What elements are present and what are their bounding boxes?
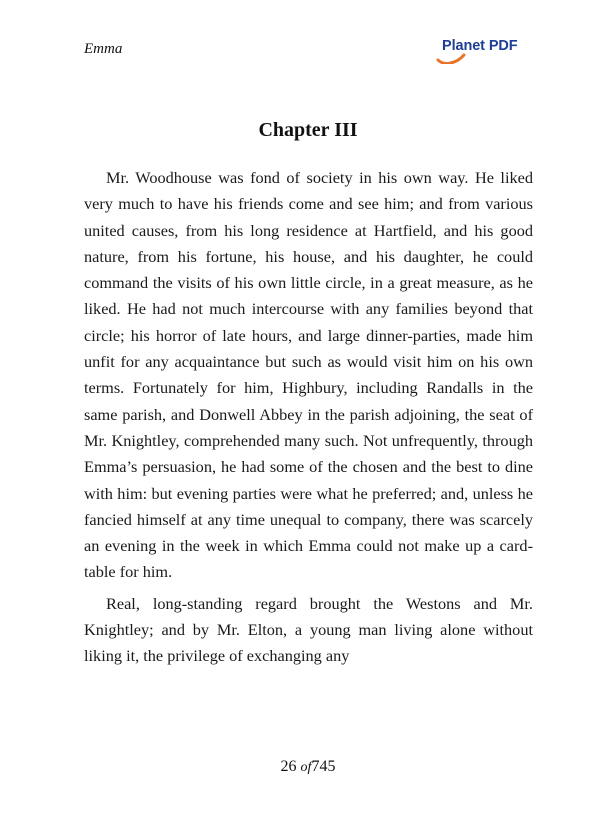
logo-text: Planet PDF xyxy=(442,38,518,54)
chapter-body xyxy=(84,165,533,670)
total-pages: 745 xyxy=(311,758,336,775)
running-header-book-title: Emma xyxy=(84,41,123,57)
paragraph: Real, long-standing regard brought the Westons and Mr. Knightley; and by Mr. Elton, a young man living alone without liking it, the privilege of exchanging any xyxy=(84,593,533,666)
chapter-title: Chapter III xyxy=(258,119,358,141)
page-of-word: of xyxy=(300,760,312,775)
page-number-footer xyxy=(0,758,616,776)
paragraph: Mr. Woodhouse was fond of society in his own way. He liked very much to have his friends come and see him; and from various united causes, from his long residence at Hartfield, and his good nature, from his fortune, his house, and his daughter, he could command the visits of his own little circle, in a great measure, as he liked. He had not much intercourse with any families beyond that circle; his horror of late hours, and large dinner-parties, made him unfit for any acquaintance but such as would visit him on his own terms. Fortunately for him, Highbury, including Randalls in the same parish, and Donwell Abbey in the parish adjoining, the seat of Mr. Knightley, comprehended many such. Not unfrequently, through Emma’s persuasion, he had some of the chosen and the best to dine with him: but evening parties were what he preferred; and, unless he fancied himself at any time unequal to company, there was scarcely an evening in the week in which Emma could not make up a card-table for him. xyxy=(84,168,533,582)
current-page-number: 26 xyxy=(280,758,297,775)
planet-pdf-logo xyxy=(436,38,532,64)
